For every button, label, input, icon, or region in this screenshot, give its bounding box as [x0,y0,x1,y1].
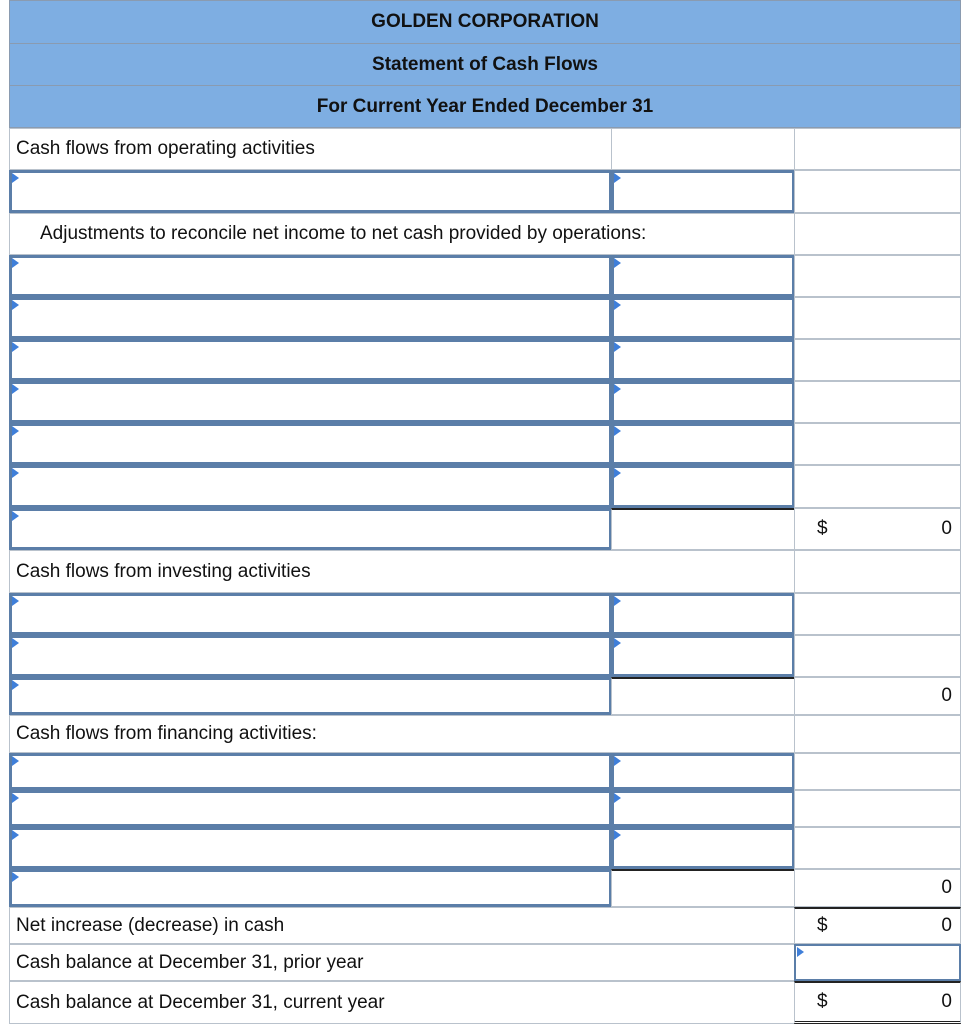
empty-cell [794,339,961,381]
net-change-label: Net increase (decrease) in cash [9,907,795,944]
operating-heading: Cash flows from operating activities [9,128,612,170]
currency-symbol: $ [817,991,828,1012]
statement-title-header: Statement of Cash Flows [9,43,961,86]
empty-cell [794,593,961,635]
operating-input-row [9,170,961,213]
net-change-value: 0 [941,915,952,936]
empty-cell [794,827,961,869]
empty-cell [794,465,961,508]
prior-balance-row [9,944,961,981]
investing-input-row [9,593,961,635]
financing-label-input[interactable] [9,753,612,790]
investing-total-label-input[interactable] [9,677,612,715]
financing-total-cell [794,869,961,907]
current-balance-value: 0 [941,991,952,1012]
financing-input-row [9,827,961,869]
adjustment-amount-input[interactable] [611,465,795,508]
adjustment-label-input[interactable] [9,465,612,508]
adjustment-row [9,339,961,381]
investing-label-input[interactable] [9,635,612,677]
investing-input-row [9,635,961,677]
operating-total-value: 0 [941,518,952,539]
empty-cell [794,753,961,790]
empty-cell [611,128,795,170]
empty-cell [794,297,961,339]
operating-total-cell [794,508,961,550]
net-change-cell [794,907,961,944]
adjustment-label-input[interactable] [9,297,612,339]
empty-cell [794,423,961,465]
adjustment-amount-input[interactable] [611,381,795,423]
prior-balance-label: Cash balance at December 31, prior year [9,944,795,981]
adjustment-row [9,297,961,339]
financing-amount-input[interactable] [611,753,795,790]
empty-cell [794,715,961,753]
financing-amount-input[interactable] [611,790,795,827]
financing-label-input[interactable] [9,790,612,827]
financing-amount-input[interactable] [611,827,795,869]
financing-total-label-input[interactable] [9,869,612,907]
financing-heading: Cash flows from financing activities: [9,715,795,753]
currency-symbol: $ [817,915,828,936]
investing-total-value: 0 [941,685,952,706]
investing-heading: Cash flows from investing activities [9,550,795,593]
current-balance-row [9,981,961,1024]
net-change-row [9,907,961,944]
period-header: For Current Year Ended December 31 [9,85,961,128]
currency-symbol: $ [817,518,828,539]
empty-cell [794,381,961,423]
financing-label-input[interactable] [9,827,612,869]
empty-cell [794,128,961,170]
adjustments-label: Adjustments to reconcile net income to net cash provided by operations: [9,213,795,255]
adjustment-amount-input[interactable] [611,297,795,339]
current-balance-cell [794,981,961,1024]
adjustment-row [9,423,961,465]
investing-total-cell [794,677,961,715]
empty-cell [611,508,795,550]
financing-total-row [9,869,961,907]
adjustment-row [9,255,961,297]
current-balance-label: Cash balance at December 31, current year [9,981,795,1024]
investing-amount-input[interactable] [611,635,795,677]
empty-cell [794,170,961,213]
investing-amount-input[interactable] [611,593,795,635]
empty-cell [611,869,795,907]
empty-cell [794,790,961,827]
adjustment-amount-input[interactable] [611,255,795,297]
investing-label-input[interactable] [9,593,612,635]
operating-item-label-input[interactable] [9,170,612,213]
financing-input-row [9,753,961,790]
empty-cell [794,255,961,297]
adjustment-label-input[interactable] [9,381,612,423]
investing-heading-row [9,550,961,593]
adjustment-label-input[interactable] [9,423,612,465]
empty-cell [794,550,961,593]
adjustment-amount-input[interactable] [611,339,795,381]
empty-cell [794,635,961,677]
adjustment-label-input[interactable] [9,255,612,297]
operating-item-amount-input[interactable] [611,170,795,213]
operating-total-label-input[interactable] [9,508,612,550]
operating-heading-row [9,128,961,170]
adjustment-label-input[interactable] [9,339,612,381]
financing-heading-row [9,715,961,753]
empty-cell [794,213,961,255]
investing-total-row [9,677,961,715]
adjustment-amount-input[interactable] [611,423,795,465]
operating-total-row [9,508,961,550]
company-name-header: GOLDEN CORPORATION [9,0,961,44]
adjustment-row [9,381,961,423]
prior-balance-input[interactable] [794,944,961,981]
empty-cell [611,677,795,715]
adjustments-row [9,213,961,255]
financing-input-row [9,790,961,827]
financing-total-value: 0 [941,877,952,898]
adjustment-row [9,465,961,508]
